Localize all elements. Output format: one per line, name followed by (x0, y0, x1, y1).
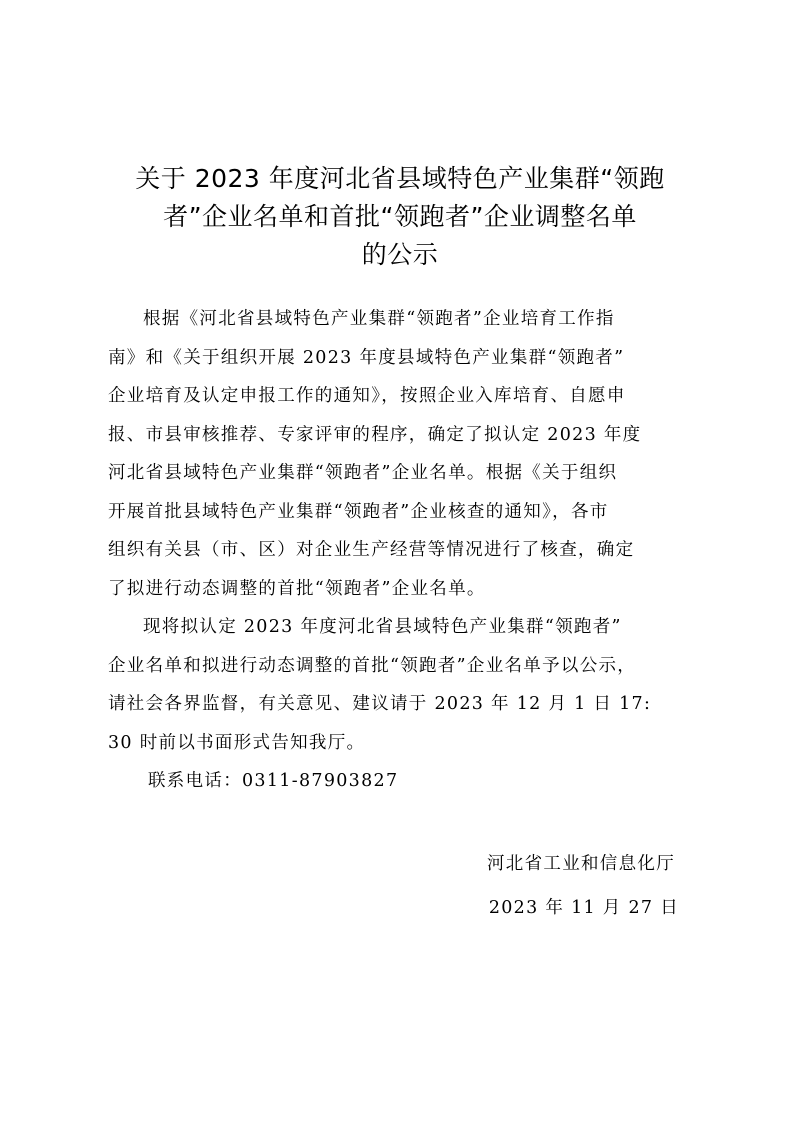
signature-block (487, 842, 679, 930)
paragraph-line: 根据《河北省县域特色产业集群“领跑者”企业培育工作指 (143, 309, 615, 329)
paragraph-line: 企业培育及认定申报工作的通知》，按照企业入库培育、自愿申 (108, 386, 626, 406)
body-paragraph-1 (108, 300, 696, 608)
paragraph-line: 30 时前以书面形式告知我厅。 (108, 732, 366, 753)
body-paragraph-2 (108, 608, 696, 762)
title-line: 的公示 (361, 239, 439, 269)
title-line: 关于 2023 年度河北省县域特色产业集群“领跑 (135, 163, 665, 193)
title-line: 者”企业名单和首批“领跑者”企业调整名单 (163, 201, 637, 231)
paragraph-line: 组织有关县（市、区）对企业生产经营等情况进行了核查，确定 (108, 540, 635, 560)
paragraph-line: 河北省县域特色产业集群“领跑者”企业名单。根据《关于组织 (108, 463, 618, 483)
issuing-organization: 河北省工业和信息化厅 (487, 854, 675, 874)
paragraph-line: 现将拟认定 2023 年度河北省县域特色产业集群“领跑者” (143, 617, 622, 637)
paragraph-line: 南》和《关于组织开展 2023 年度县域特色产业集群“领跑者” (108, 347, 625, 368)
document-body (108, 300, 696, 801)
paragraph-line: 请社会各界监督，有关意见、建议请于 2023 年 12 月 1 日 17: (108, 694, 652, 714)
paragraph-line: 企业名单和拟进行动态调整的首批“领跑者”企业名单予以公示， (108, 655, 637, 676)
contact-phone: 联系电话：0311-87903827 (148, 771, 399, 791)
issue-date: 2023 年 11 月 27 日 (488, 898, 679, 918)
paragraph-line: 报、市县审核推荐、专家评审的程序，确定了拟认定 2023 年度 (108, 424, 642, 445)
page-title (100, 160, 700, 274)
paragraph-line: 开展首批县域特色产业集群“领跑者”企业核查的通知》，各市 (108, 501, 609, 522)
paragraph-line: 了拟进行动态调整的首批“领跑者”企业名单。 (108, 578, 486, 599)
